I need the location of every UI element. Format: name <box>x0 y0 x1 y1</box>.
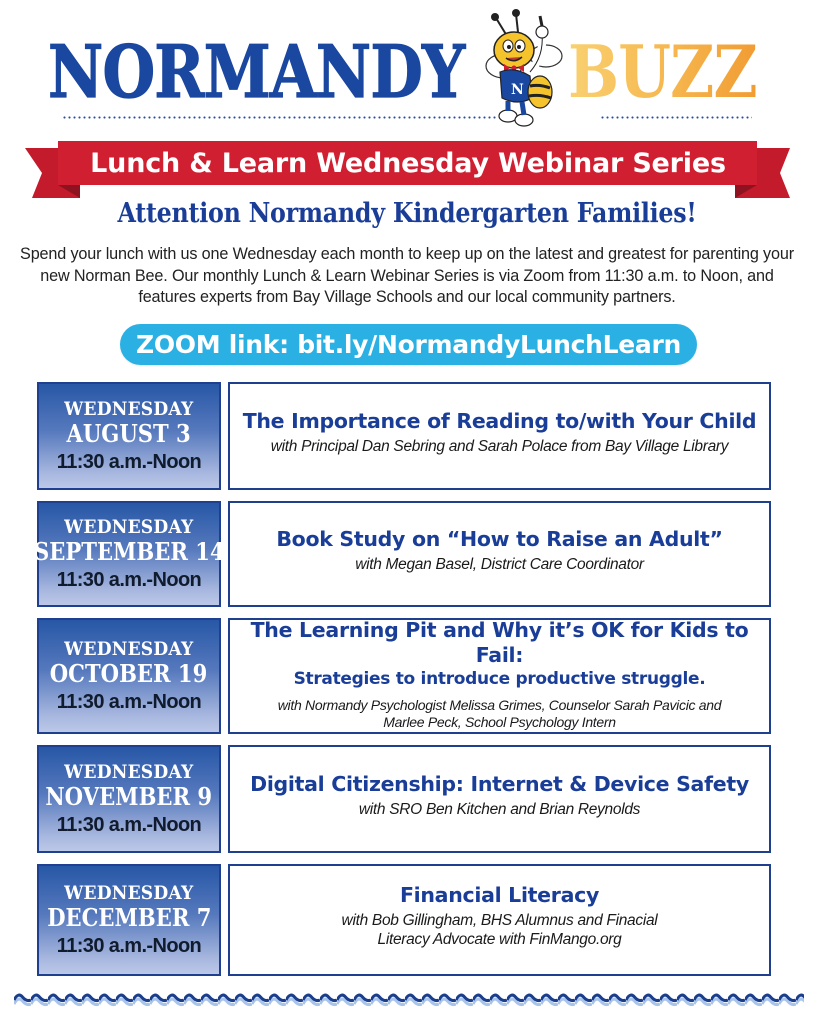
session-date-box <box>37 382 221 490</box>
svg-text:N: N <box>511 82 524 98</box>
session-day: WEDNESDAY <box>64 881 194 904</box>
session-date: DECEMBER 7 <box>46 902 212 932</box>
session-presenters: with Normandy Psychologist Melissa Grimes, Counselor Sarah Pavicic and Marlee Peck, School Psychology Intern <box>277 696 722 730</box>
session-presenters: with SRO Ben Kitchen and Brian Reynolds <box>358 800 641 818</box>
session-date-box <box>33 501 225 607</box>
session-day: WEDNESDAY <box>64 637 194 660</box>
session-date: NOVEMBER 9 <box>45 781 213 811</box>
session-presenters: with Bob Gillingham, BHS Alumnus and Finacial Literacy Advocate with FinMango.org <box>341 912 658 948</box>
session-time: 11:30 a.m.-Noon <box>56 568 202 591</box>
session-details <box>228 745 771 853</box>
session-time: 11:30 a.m.-Noon <box>56 934 202 957</box>
intro-paragraph: Spend your lunch with us one Wednesday each month to keep up on the latest and greatest for parenting your new Norman Bee. Our monthly Lunch & Learn Webinar Series is via Zoom from 11:30 a.m. to Noon, and features experts from Bay Village Schools and our local community partners. <box>20 245 794 306</box>
banner-title: Lunch & Learn Wednesday Webinar Series <box>90 147 726 179</box>
session-title: Financial Literacy <box>399 883 600 907</box>
bee-mascot-icon <box>474 6 574 130</box>
session-details <box>228 618 771 734</box>
zoom-link-button[interactable]: ZOOM link: bit.ly/NormandyLunchLearn <box>120 324 697 365</box>
session-details <box>228 382 771 490</box>
session-date-box <box>37 864 221 976</box>
session-day: WEDNESDAY <box>64 397 194 420</box>
session-day: WEDNESDAY <box>64 760 194 783</box>
dotted-divider-right <box>600 116 752 119</box>
session-title: Digital Citizenship: Internet & Device Safety <box>250 771 749 796</box>
session-date: SEPTEMBER 14 <box>33 536 225 566</box>
session-date-box <box>37 745 221 853</box>
session-details <box>228 501 771 607</box>
session-title: Book Study on “How to Raise an Adult” <box>276 526 723 551</box>
brand-buzz-wordmark: BUZZ <box>568 29 757 114</box>
session-day: WEDNESDAY <box>64 515 194 538</box>
page-headline: Attention Normandy Kindergarten Families! <box>117 198 697 229</box>
session-row <box>33 501 771 607</box>
masthead <box>0 0 814 130</box>
session-date: OCTOBER 19 <box>50 658 208 688</box>
brand-normandy-wordmark: NORMANDY <box>48 29 465 114</box>
session-row <box>37 864 771 976</box>
session-row <box>37 618 771 734</box>
session-time: 11:30 a.m.-Noon <box>56 450 202 473</box>
session-time: 11:30 a.m.-Noon <box>56 813 202 836</box>
session-details <box>228 864 771 976</box>
session-date-box <box>37 618 221 734</box>
wave-divider <box>14 990 804 1010</box>
session-row <box>37 745 771 853</box>
session-title: The Importance of Reading to/with Your Child <box>242 408 757 433</box>
session-presenters: with Principal Dan Sebring and Sarah Polace from Bay Village Library <box>270 437 729 455</box>
session-row <box>37 382 771 490</box>
dotted-divider-left <box>62 116 497 119</box>
session-subtitle: Strategies to introduce productive struggle. <box>293 668 706 689</box>
session-date: AUGUST 3 <box>66 418 192 448</box>
session-title: The Learning Pit and Why it’s OK for Kids to Fail: <box>250 617 749 667</box>
session-presenters: with Megan Basel, District Care Coordinator <box>355 555 644 573</box>
session-time: 11:30 a.m.-Noon <box>56 690 202 713</box>
